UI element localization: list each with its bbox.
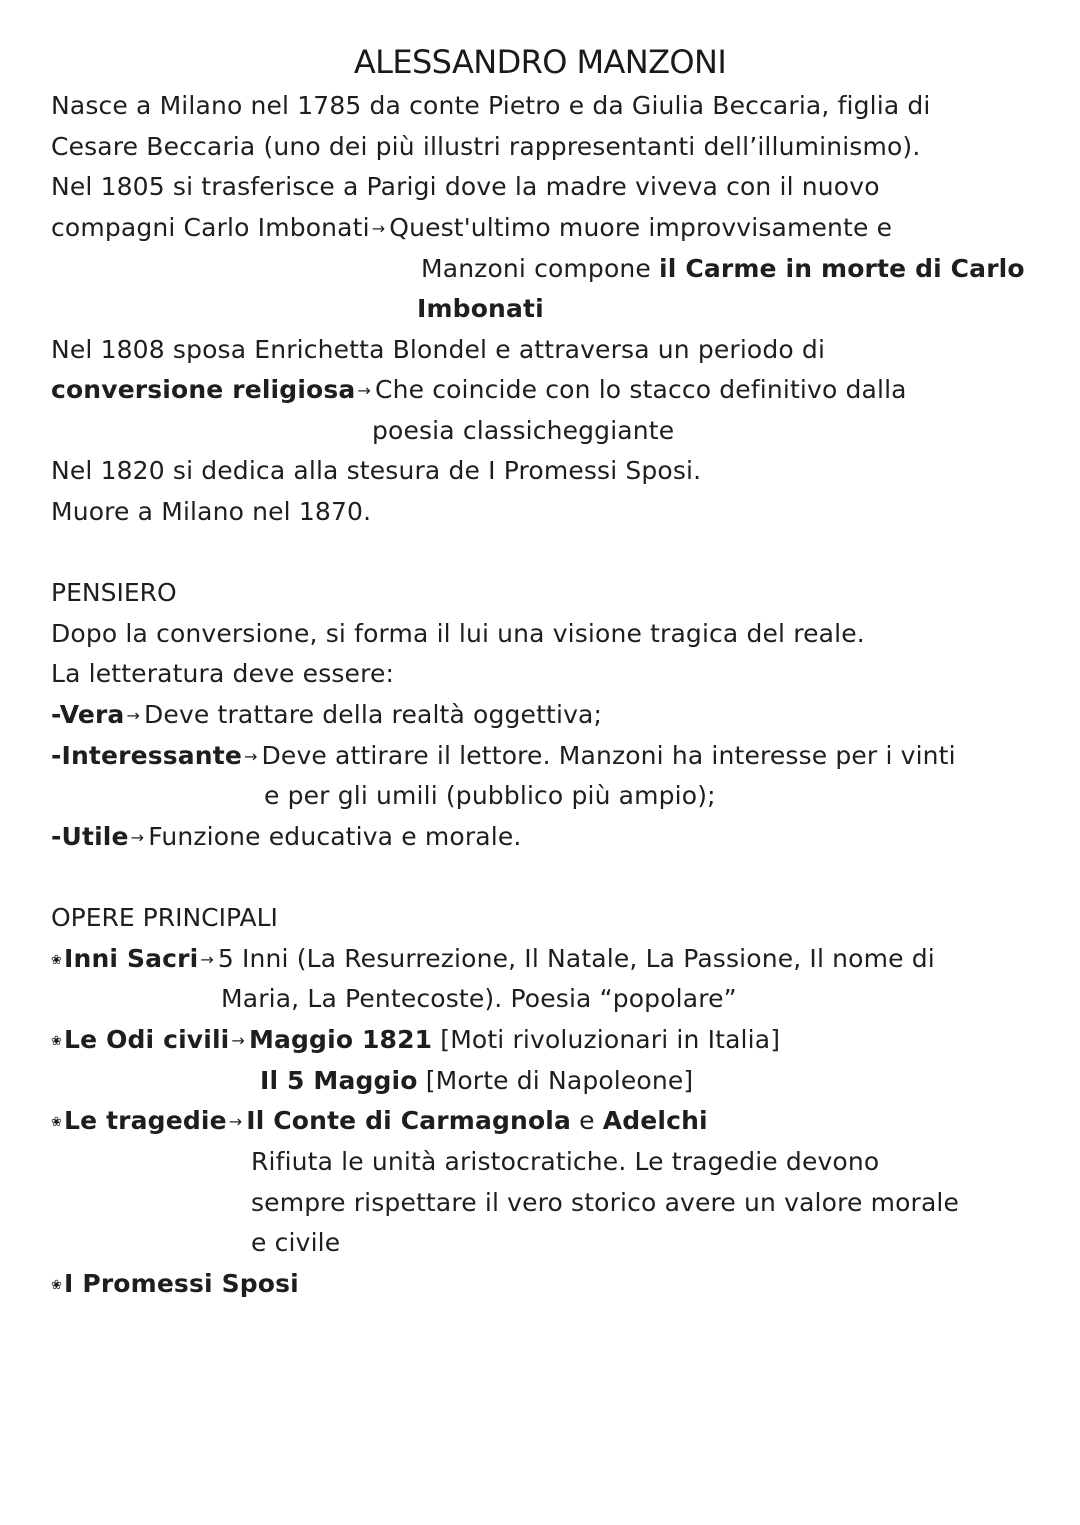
bio-line-8 [51,370,907,411]
bio-line-5 [421,249,1025,289]
arrow-right-icon: → [357,381,371,400]
pensiero-item-interessante [51,736,956,777]
interessante-label: -Interessante [51,741,242,770]
pensiero-item-vera [51,695,602,736]
bio-line-10: Nel 1820 si dedica alla stesura de I Promessi Sposi. [51,456,702,485]
interessante-text-cont: e per gli umili (pubblico più ampio); [264,781,716,810]
tragedie-conj: e [571,1106,603,1135]
section-heading-pensiero: PENSIERO [51,578,177,607]
tragedie-label: Le tragedie [64,1106,227,1135]
page-title: ALESSANDRO MANZONI [353,43,727,81]
tragedia-2: Adelchi [602,1106,708,1135]
bio-line-1: Nasce a Milano nel 1785 da conte Pietro e da Giulia Beccaria, figlia di [51,91,931,120]
odi-work-1: Maggio 1821 [248,1025,433,1054]
bio-line-7: Nel 1808 sposa Enrichetta Blondel e attraversa un periodo di [51,335,826,364]
bio-line-5-text: Manzoni compone [421,254,660,283]
bio-line-4-text: compagni Carlo Imbonati [51,213,370,242]
bio-line-8-note: Che coincide con lo stacco definitivo dalla [374,375,907,404]
carme-title: il Carme in morte di Carlo [659,254,1025,283]
bio-line-9: poesia classicheggiante [372,416,675,445]
bio-line-4-note: Quest'ultimo muore improvvisamente e [389,213,893,242]
vera-text: Deve trattare della realtà oggettiva; [144,700,603,729]
tragedie-text-1: Rifiuta le unità aristocratiche. Le tragedie devono [251,1147,880,1176]
flower-bullet-icon: ❀ [51,953,63,968]
inni-text: 5 Inni (La Resurrezione, Il Natale, La Passione, Il nome di [217,944,935,973]
conversione-label: conversione religiosa [51,375,356,404]
carme-title-end: Imbonati [417,294,544,323]
arrow-right-icon: → [371,219,386,238]
bio-line-2: Cesare Beccaria (uno dei più illustri rappresentanti dell’illuminismo). [51,132,921,161]
opere-item-promessi-sposi [51,1264,299,1306]
arrow-right-icon: → [243,747,258,766]
interessante-text: Deve attirare il lettore. Manzoni ha interesse per i vinti [261,741,956,770]
arrow-right-icon: → [126,706,141,725]
tragedia-1: Il Conte di Carmagnola [246,1106,572,1135]
promessi-sposi-label: I Promessi Sposi [64,1269,299,1298]
arrow-right-icon: → [231,1031,245,1050]
odi-work-2: Il 5 Maggio [260,1066,418,1095]
odi-note-2: [Morte di Napoleone] [417,1066,694,1095]
bio-line-3: Nel 1805 si trasferisce a Parigi dove la madre viveva con il nuovo [51,172,880,201]
inni-label: Inni Sacri [64,944,199,973]
tragedie-text-2: sempre rispettare il vero storico avere un valore morale [251,1188,960,1217]
odi-note-1: [Moti rivoluzionari in Italia] [432,1025,781,1054]
arrow-right-icon: → [228,1112,243,1131]
bio-line-11: Muore a Milano nel 1870. [51,497,372,526]
inni-text-cont: Maria, La Pentecoste). Poesia “popolare” [221,984,737,1013]
tragedie-text-3: e civile [251,1228,341,1257]
utile-text: Funzione educativa e morale. [148,822,522,851]
opere-item-odi [51,1020,780,1062]
bio-line-4 [51,208,892,249]
utile-label: -Utile [51,822,129,851]
arrow-right-icon: → [200,950,214,969]
flower-bullet-icon: ❀ [51,1115,63,1130]
section-heading-opere: OPERE PRINCIPALI [51,903,278,932]
odi-line-2 [260,1061,693,1101]
bio-line-6 [417,289,544,329]
opere-item-inni [51,939,935,981]
flower-bullet-icon: ❀ [51,1278,63,1293]
flower-bullet-icon: ❀ [51,1034,63,1049]
arrow-right-icon: → [130,828,145,847]
vera-label: -Vera [51,700,125,729]
odi-label: Le Odi civili [64,1025,230,1054]
pensiero-line-1: Dopo la conversione, si forma il lui una visione tragica del reale. [51,619,865,648]
pensiero-line-2: La letteratura deve essere: [51,659,395,688]
pensiero-item-utile [51,817,521,858]
opere-item-tragedie [51,1101,708,1143]
